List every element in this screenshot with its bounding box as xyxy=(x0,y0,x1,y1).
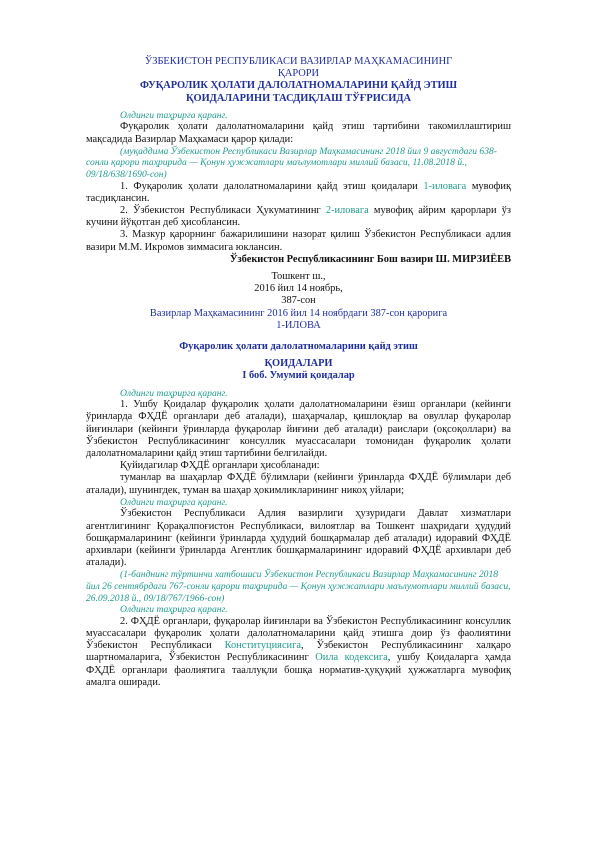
header-line-2: ҚАРОРИ xyxy=(277,68,320,80)
paragraph-4: Ўзбекистон Республикаси Адлия вазирлиги ҳузуридаги Давлат хизматлари агентлигининг Қорақалпоғистон Республикаси, вилоятлар ва Тошкент шаҳридаги ҳудудий бошқармаларининг (кейинги ўринларда ҳудудий бошқармалар деб аталади) идоравий ФҲДЁ архивлари (кейинги ўринларда Агентлик бошқармаларининг идоравий ФҲДЁ архивлари деб аталади). xyxy=(86,508,511,569)
item-2-text-a: 2. Ўзбекистон Республикаси Ҳукуматининг xyxy=(120,205,326,216)
previous-edition-link[interactable]: Олдинги таҳрирга қаранг. xyxy=(120,109,228,121)
chapter-title: I боб. Умумий қоидалар xyxy=(242,370,355,382)
rules-title-2: ҚОИДАЛАРИ xyxy=(264,358,333,370)
rules-title-1: Фуқаролик ҳолати далолатномаларини қайд этиш xyxy=(179,341,418,353)
signature-line: Ўзбекистон Республикасининг Бош вазири Ш. МИРЗИЁЕВ xyxy=(229,253,511,265)
item-1 xyxy=(86,181,511,205)
preamble-note xyxy=(86,146,511,181)
annex-1-link[interactable]: 1-иловага xyxy=(423,180,467,192)
document-page xyxy=(86,56,511,689)
place: Тошкент ш., xyxy=(271,271,326,283)
annex-reference xyxy=(86,308,511,320)
date: 2016 йил 14 ноябрь, xyxy=(254,283,343,295)
paragraph-5 xyxy=(86,616,511,689)
paragraph-5-text-a: 2. ФҲДЁ органлари, фуқаролар йиғинлари ва Ўзбекистон Республикасининг консуллик муассасалари фуқаролик ҳолати далолатномаларини қайд этишга доир ўз фаолиятини Ўзбекистон Республикаси xyxy=(86,615,511,652)
document-title-line-2: ҚОИДАЛАРИНИ ТАСДИҚЛАШ ТЎҒРИСИДА xyxy=(185,92,412,104)
paragraph-4-note xyxy=(86,569,511,604)
paragraph-2: Қуйидагилар ФҲДЁ органлари ҳисобланади: xyxy=(120,460,320,472)
paragraph-5-text-c: , ушбу Қоидаларга ҳамда ФҲДЁ органлари фаолиятига тааллуқли бошқа норматив-ҳуқуқий ҳужжатларга мувофиқ амалга оширади. xyxy=(86,652,511,688)
item-2 xyxy=(86,205,511,229)
paragraph-5-text-b: , Ўзбекистон Республикасининг халқаро шартномаларига, Ўзбекистон Республикасининг xyxy=(86,640,511,664)
item-3: 3. Мазкур қарорнинг бажарилишини назорат қилиш Ўзбекистон Республикаси адлия вазири М.М. Икромов зиммасига юклансин. xyxy=(86,229,511,253)
previous-edition-link-2[interactable]: Олдинги таҳрирга қаранг. xyxy=(120,387,228,399)
decree-number: 387-сон xyxy=(281,295,316,307)
decree-link-2[interactable]: қарори xyxy=(211,581,240,593)
annex-reference-link[interactable]: қарорига xyxy=(407,307,448,319)
paragraph-1: 1. Ушбу Қоидалар фуқаролик ҳолати далолатномаларини ёзиш органлари (кейинги ўринларда ФҲДЁ органлари деб аталади), шаҳарчалар, қишлоқлар ва овуллар фуқаролар йиғинлари (кейинги ўринларда фуқаролар йиғини деб аталади) раислари (оқсоқоллари) ва Ўзбекистон Республикасининг консуллик муассасалари томонидан фуқаролик ҳолати далолатномаларини қайд этиш тартибини белгилайди. xyxy=(86,399,511,460)
item-1-text-b: мувофиқ тасдиқлансин. xyxy=(86,180,511,204)
paragraph-4-note-b: таҳририда — Қонун ҳужжатлари маълумотлари миллий базаси, 26.09.2018 й., 09/18/767/1966-сон) xyxy=(86,581,511,604)
paragraph-4-note-a: (1-банднинг тўртинчи хатбошиси Ўзбекистон Республикаси Вазирлар Маҳкамасининг 2018 йил 26 сентябрдаги 767-сонли xyxy=(86,569,499,593)
item-2-text-b: мувофиқ айрим қарорлари ўз кучини йўқотган деб ҳисоблансин. xyxy=(86,205,512,229)
preamble-text: Фуқаролик ҳолати далолатномаларини қайд этиш тартибини такомиллаштириш мақсадида Вазирлар Маҳкамаси қарор қилади: xyxy=(86,121,511,145)
annex-2-link[interactable]: 2-иловага xyxy=(325,205,369,216)
previous-edition-link-3[interactable]: Олдинги таҳрирга қаранг. xyxy=(120,496,228,508)
item-1-text-a: 1. Фуқаролик ҳолати далолатномаларини қайд этиш қоидалари xyxy=(120,180,424,192)
preamble-note-text-a: (муқаддима Ўзбекистон Республикаси Вазирлар Маҳкамасининг 2018 йил 9 августдаги 638-сонли xyxy=(86,145,497,169)
preamble-note-text-b: таҳририда — Қонун ҳужжатлари маълумотлари миллий базаси, 11.08.2018 й., 09/18/638/1690-сон) xyxy=(86,157,467,180)
previous-edition-link-4[interactable]: Олдинги таҳрирга қаранг. xyxy=(120,604,228,616)
decree-link[interactable]: қарори xyxy=(110,157,140,169)
document-title-line-1: ФУҚАРОЛИК ҲОЛАТИ ДАЛОЛАТНОМАЛАРИНИ ҚАЙД ЭТИШ xyxy=(139,80,458,92)
annex-reference-text: Вазирлар Маҳкамасининг 2016 йил 14 ноябрдаги 387-сон xyxy=(149,307,408,319)
header-line-1: ЎЗБЕКИСТОН РЕСПУБЛИКАСИ ВАЗИРЛАР МАҲКАМАСИНИНГ xyxy=(144,56,453,67)
family-code-link[interactable]: Оила кодексига xyxy=(315,652,388,664)
annex-label: 1-ИЛОВА xyxy=(276,319,321,331)
paragraph-3: туманлар ва шаҳарлар ФҲДЁ бўлимлари (кейинги ўринларда ФҲДЁ бўлимлари деб аталади), шунингдек, туман ва шаҳар ҳокимликларининг никоҳ уйлари; xyxy=(86,472,511,496)
constitution-link[interactable]: Конституциясига xyxy=(224,640,301,652)
